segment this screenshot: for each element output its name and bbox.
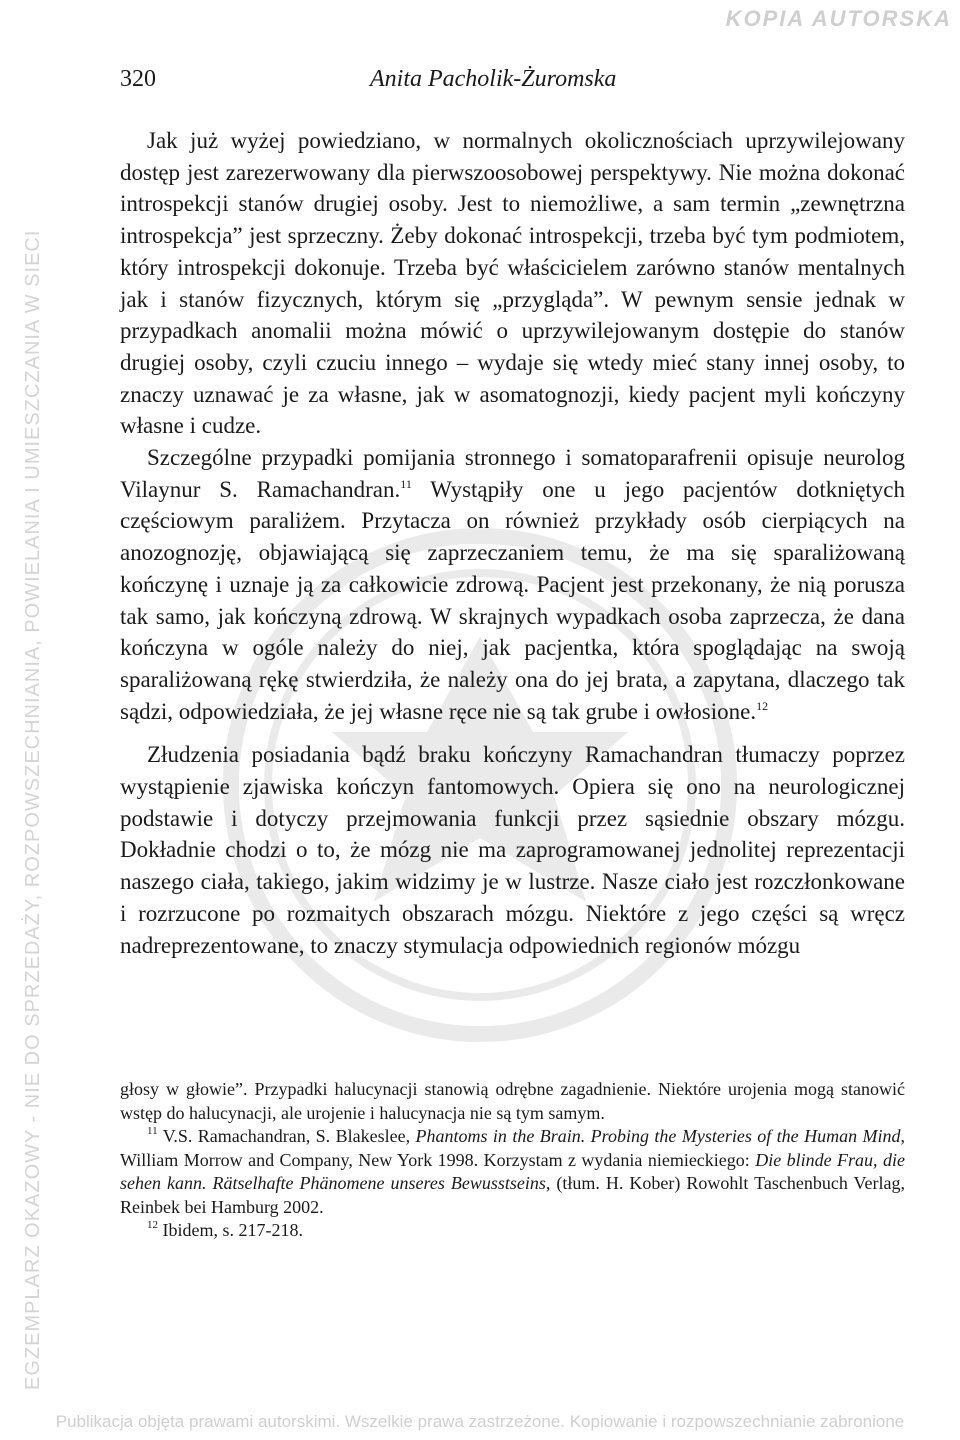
page-number: 320 — [120, 66, 156, 92]
footnotes — [120, 1078, 905, 1243]
footnote-continuation: głosy w głowie”. Przypadki halucynacji stanowią odrębne zagadnienie. Niektóre urojenia mogą stanowić wstęp do halucynacji, ale urojenie i halucynacja nie są tym samym. — [120, 1079, 905, 1123]
watermark-side: EGZEMPLARZ OKAZOWY - NIE DO SPRZEDAŻY, ROZPOWSZECHNIANIA, POWIELANIA I UMIESZCZANIA W SIECI — [22, 229, 44, 1390]
footnote-11 — [120, 1125, 905, 1219]
paragraph — [120, 442, 905, 727]
footnote-ref: 11 — [400, 476, 412, 491]
paragraph-text: Wystąpiły one u jego pacjentów dotkniętych częściowym paraliżem. Przytacza on również przykłady osób cierpiących na anozognozję, objawiającą się zaprzeczaniem temu, że ma się sparaliżowaną kończynę i uznaje ją za całkowicie zdrową. Pacjent jest przekonany, że nią porusza tak samo, jak kończyną zdrową. W skrajnych wypadkach osoba zaprzecza, że dana kończyna w ogóle należy do niej, jak pacjentka, która spoglądając na swoją sparaliżowaną rękę stwierdziła, że należy ona do jej brata, a zapytana, dlaczego tak sądzi, odpowiedziała, że jej własne ręce nie są tak grube i owłosione. — [120, 476, 905, 724]
footnote-text: , William Morrow and Company, New York 1998. Korzystam z wydania niemieckiego: — [120, 1126, 905, 1170]
paragraph: Jak już wyżej powiedziano, w normalnych okolicznościach uprzywilejowany dostęp jest zarezerwowany dla pierwszoosobowej perspektywy. Nie można dokonać introspekcji stanów drugiej osoby. Jest to niemożliwe, a sam termin „zewnętrzna introspekcja” jest sprzeczny. Żeby dokonać introspekcji, trzeba być tym podmiotem, który introspekcji dokonuje. Trzeba być właścicielem zarówno stanów mentalnych jak i stanów fizycznych, którym się „przygląda”. W pewnym sensie jednak w przypadkach anomalii można mówić o uprzywilejowanym dostępie do stanów drugiej osoby, czyli czuciu innego – wydaje się wtedy mieć stany innej osoby, to znaczy uznawać je za własne, jak w asomatognozji, kiedy pacjent myli kończyny własne i cudze. — [120, 128, 905, 439]
main-text — [120, 125, 905, 961]
footnote-mark: 12 — [147, 1219, 158, 1231]
footnote-ref: 12 — [756, 698, 769, 713]
page-header — [120, 66, 905, 100]
watermark-top: KOPIA AUTORSKA — [725, 6, 952, 31]
book-title: Die blinde Frau, die sehen kann. Rätselhafte Phänomene unseres Bewusstseins — [120, 1149, 905, 1193]
footnote-text: V.S. Ramachandran, S. Blakeslee, — [157, 1126, 416, 1146]
footnote-12 — [120, 1219, 905, 1243]
paragraph-text: Szczególne przypadki pomijania stronnego i somatoparafrenii opisuje neurolog Vilaynur S. Ramachandran. — [120, 445, 905, 502]
book-title: Phantoms in the Brain. Probing the Mysteries of the Human Mind — [415, 1126, 901, 1146]
watermark-bottom: Publikacja objęta prawami autorskimi. Wszelkie prawa zastrzeżone. Kopiowanie i rozpowszechnianie zabronione — [55, 1412, 905, 1431]
footnote-text: , (tłum. H. Kober) Rowohlt Taschenbuch Verlag, Reinbek bei Hamburg 2002. — [120, 1173, 905, 1217]
running-head: Anita Pacholik-Żuromska — [370, 66, 617, 92]
paragraph: Złudzenia posiadania bądź braku kończyny Ramachandran tłumaczy poprzez wystąpienie zjawiska kończyn fantomowych. Opiera się ono na neurologicznej podstawie i dotyczy przejmowania funkcji przez sąsiednie obszary mózgu. Dokładnie chodzi o to, że mózg nie ma zaprogramowanej jednolitej reprezentacji naszego ciała, takiego, jakim widzimy je w lustrze. Nasze ciało jest rozczłonkowane i rozrzucone po rozmaitych obszarach mózgu. Niektóre z jego części są wręcz nadreprezentowane, to znaczy stymulacja odpowiednich regionów mózgu — [120, 742, 905, 958]
footnote-text: Ibidem, s. 217-218. — [158, 1220, 303, 1240]
footnote-mark: 11 — [147, 1125, 158, 1137]
